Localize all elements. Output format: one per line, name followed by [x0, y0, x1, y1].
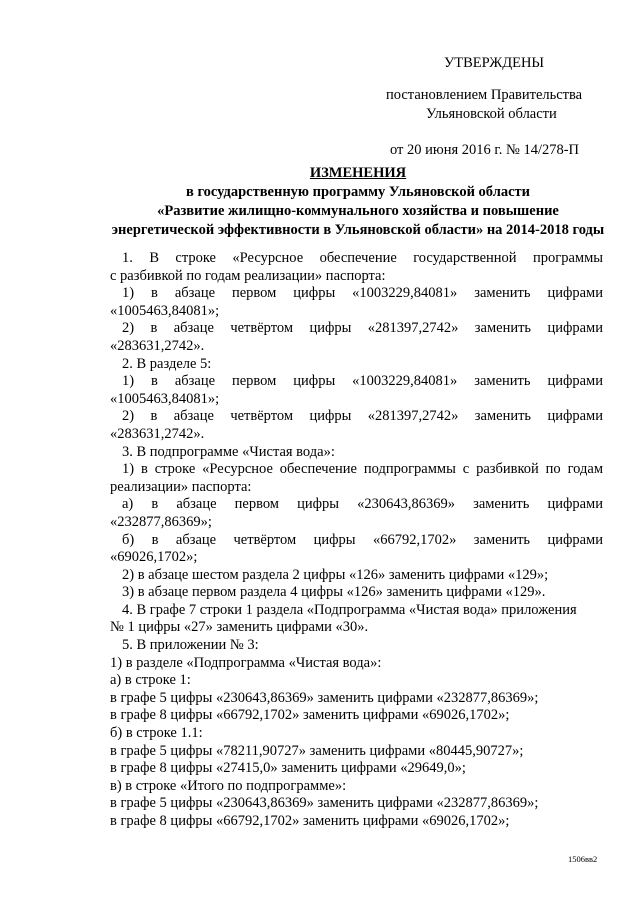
- text-line: «1005463,84081»;: [110, 302, 220, 319]
- text-line: 2) в абзаце четвёртом цифры «281397,2742» заменить цифрами: [122, 320, 603, 337]
- approval-title: УТВЕРЖДЕНЫ: [444, 55, 545, 71]
- text-line: б) в строке 1.1:: [110, 725, 203, 742]
- document-heading: [108, 164, 608, 240]
- text-line: 3. В подпрограмме «Чистая вода»:: [122, 443, 335, 460]
- approval-line: Ульяновской области: [426, 106, 557, 122]
- text-line: а) в абзаце первом цифры «230643,86369» заменить цифрами: [122, 496, 603, 513]
- document-title: ИЗМЕНЕНИЯ: [309, 165, 407, 181]
- text-line: 1. В строке «Ресурсное обеспечение государственной программы: [122, 250, 603, 266]
- text-line: в графе 5 цифры «78211,90727» заменить цифрами «80445,90727»;: [110, 742, 524, 759]
- document-body: [110, 250, 603, 831]
- heading-line: энергетической эффективности в Ульяновской области» на 2014-2018 годы: [111, 222, 605, 238]
- approval-date: от 20 июня 2016 г. № 14/278-П: [390, 142, 580, 158]
- text-line: 2) в абзаце шестом раздела 2 цифры «126» заменить цифрами «129»;: [122, 566, 549, 583]
- text-line: «232877,86369»;: [110, 513, 212, 530]
- text-line: «69026,1702»;: [110, 549, 198, 566]
- approval-block: [386, 54, 616, 160]
- text-line: 1) в разделе «Подпрограмма «Чистая вода»:: [110, 654, 382, 671]
- text-line: 1) в абзаце первом цифры «1003229,84081» заменить цифрами: [122, 285, 603, 302]
- text-line: 4. В графе 7 строки 1 раздела «Подпрограмма «Чистая вода» приложения: [122, 601, 577, 618]
- text-line: 3) в абзаце первом раздела 4 цифры «126» заменить цифрами «129».: [122, 584, 546, 601]
- text-line: б) в абзаце четвёртом цифры «66792,1702» заменить цифрами: [122, 531, 603, 548]
- text-line: 2) в абзаце четвёртом цифры «281397,2742» заменить цифрами: [122, 408, 603, 425]
- text-line: «283631,2742».: [110, 337, 205, 354]
- text-line: 2. В разделе 5:: [122, 355, 212, 372]
- text-line: реализации» паспорта:: [110, 478, 252, 495]
- text-line: в графе 5 цифры «230643,86369» заменить цифрами «232877,86369»;: [110, 689, 539, 706]
- text-line: в) в строке «Итого по подпрограмме»:: [110, 777, 347, 794]
- text-line: «283631,2742».: [110, 425, 205, 442]
- text-line: а) в строке 1:: [110, 672, 191, 689]
- text-line: в графе 8 цифры «66792,1702» заменить цифрами «69026,1702»;: [110, 707, 510, 724]
- text-line: 1) в строке «Ресурсное обеспечение подпрограммы с разбивкой по годам: [122, 461, 603, 478]
- approval-line: постановлением Правительства: [386, 87, 583, 103]
- text-line: 5. В приложении № 3:: [122, 637, 259, 654]
- text-line: в графе 5 цифры «230643,86369» заменить цифрами «232877,86369»;: [110, 795, 539, 812]
- text-line: в графе 8 цифры «27415,0» заменить цифрами «29649,0»;: [110, 760, 466, 777]
- text-line: в графе 8 цифры «66792,1702» заменить цифрами «69026,1702»;: [110, 813, 510, 829]
- text-line: № 1 цифры «27» заменить цифрами «30».: [110, 619, 369, 636]
- text-line: «1005463,84081»;: [110, 390, 220, 407]
- text-line: 1) в абзаце первом цифры «1003229,84081» заменить цифрами: [122, 373, 603, 390]
- heading-line: «Развитие жилищно-коммунального хозяйства и повышение: [157, 203, 559, 219]
- heading-line: в государственную программу Ульяновской области: [185, 184, 530, 200]
- footer-code: 1506вв2: [568, 854, 598, 864]
- text-line: с разбивкой по годам реализации» паспорта:: [110, 267, 386, 284]
